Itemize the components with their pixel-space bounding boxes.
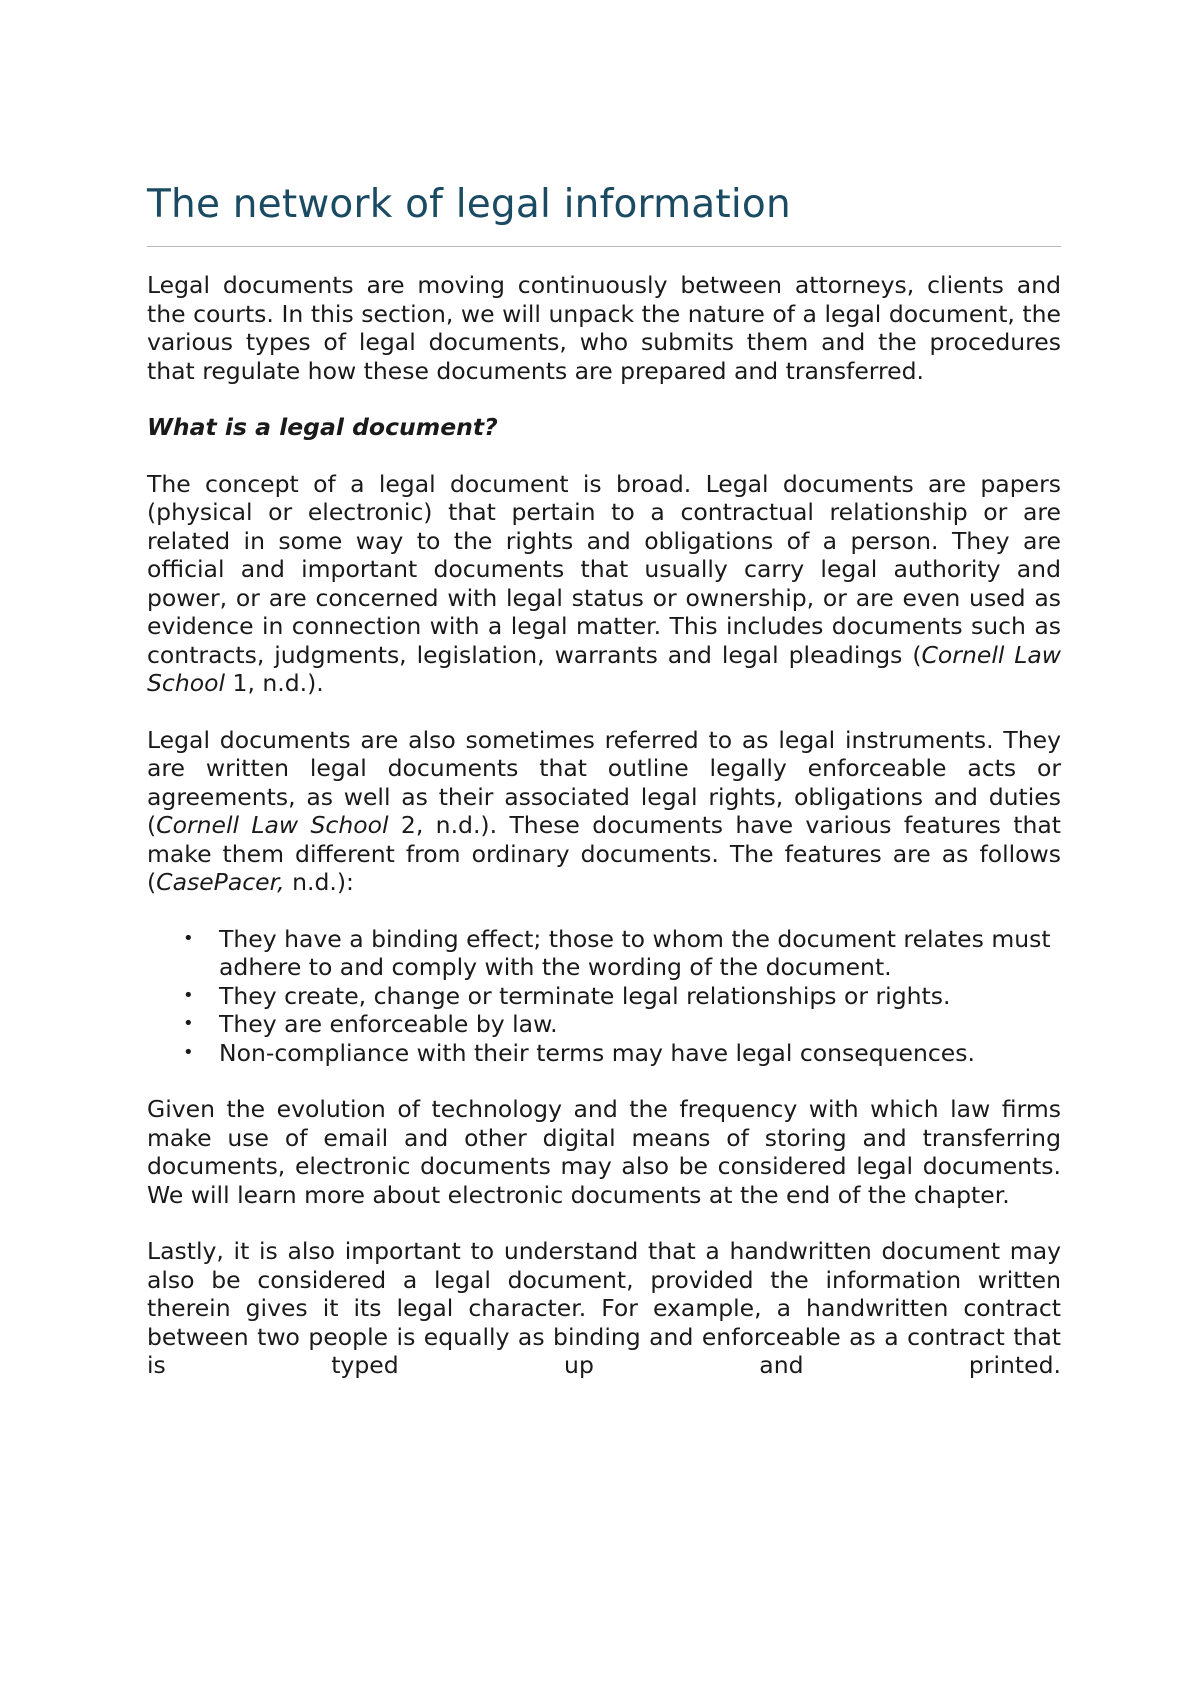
instruments-text-b: 2, n.d.). These documents have various features that make them different from ordinary documents. The features are as follows (: [147, 811, 1062, 896]
definition-paragraph: [147, 470, 1061, 698]
citation-casepacer: CasePacer,: [156, 868, 285, 896]
intro-paragraph: Legal documents are moving continuously between attorneys, clients and the courts. In this section, we will unpack the nature of a legal document, the various types of legal documents, who submits them and the procedures that regulate how these documents are prepared and transferred.: [147, 271, 1061, 385]
handwritten-documents-paragraph: Lastly, it is also important to understand that a handwritten document may also be considered a legal document, provided the information written therein gives it its legal character. For example, a handwritten contract between two people is equally as binding and enforceable as a contract that is typed up and printed.: [147, 1237, 1061, 1379]
definition-text-a: The concept of a legal document is broad. Legal documents are papers (physical or electronic) that pertain to a contractual relationship or are related in some way to the rights and obligations of a person. They are official and important documents that usually carry legal authority and power, or are concerned with legal status or ownership, or are even used as evidence in connection with a legal matter. This includes documents such as contracts, judgments, legislation, warrants and legal pleadings (: [147, 469, 1061, 669]
list-item: [183, 1038, 1061, 1068]
document-page: [147, 180, 1061, 1408]
list-item-text: They create, change or terminate legal relationships or rights.: [219, 981, 951, 1010]
list-item-text: They are enforceable by law.: [219, 1010, 558, 1038]
instruments-paragraph: [147, 726, 1061, 897]
features-list: [147, 925, 1061, 1068]
electronic-documents-paragraph: Given the evolution of technology and the frequency with which law firms make use of email and other digital means of storing and transferring documents, electronic documents may also be considered legal documents. We will learn more about electronic documents at the end of the chapter.: [147, 1095, 1061, 1209]
list-item-text: Non-compliance with their terms may have legal consequences.: [219, 1038, 975, 1067]
citation-cornell-1: Cornell Law School: [147, 640, 1061, 697]
list-item-text: They have a binding effect; those to whom the document relates must adhere to and comply with the wording of the document.: [219, 924, 1051, 981]
bullet-icon: •: [183, 984, 194, 1006]
definition-text-b: 1, n.d.).: [225, 669, 324, 697]
list-item: [183, 924, 1061, 982]
section-subheading: What is a legal document?: [147, 413, 498, 441]
page-title: The network of legal information: [147, 182, 791, 227]
list-item: [183, 981, 1061, 1011]
bullet-icon: •: [183, 1013, 194, 1034]
citation-cornell-2: Cornell Law School: [156, 811, 389, 839]
bullet-icon: •: [183, 1041, 194, 1063]
instruments-text-c: n.d.):: [284, 868, 354, 896]
bullet-icon: •: [183, 927, 194, 949]
title-divider: [147, 246, 1061, 247]
list-item: [183, 1010, 1061, 1039]
instruments-text-a: Legal documents are also sometimes referred to as legal instruments. They are written legal documents that outline legally enforceable acts or agreements, as well as their associated legal rights, obligations and duties (: [147, 725, 1061, 839]
